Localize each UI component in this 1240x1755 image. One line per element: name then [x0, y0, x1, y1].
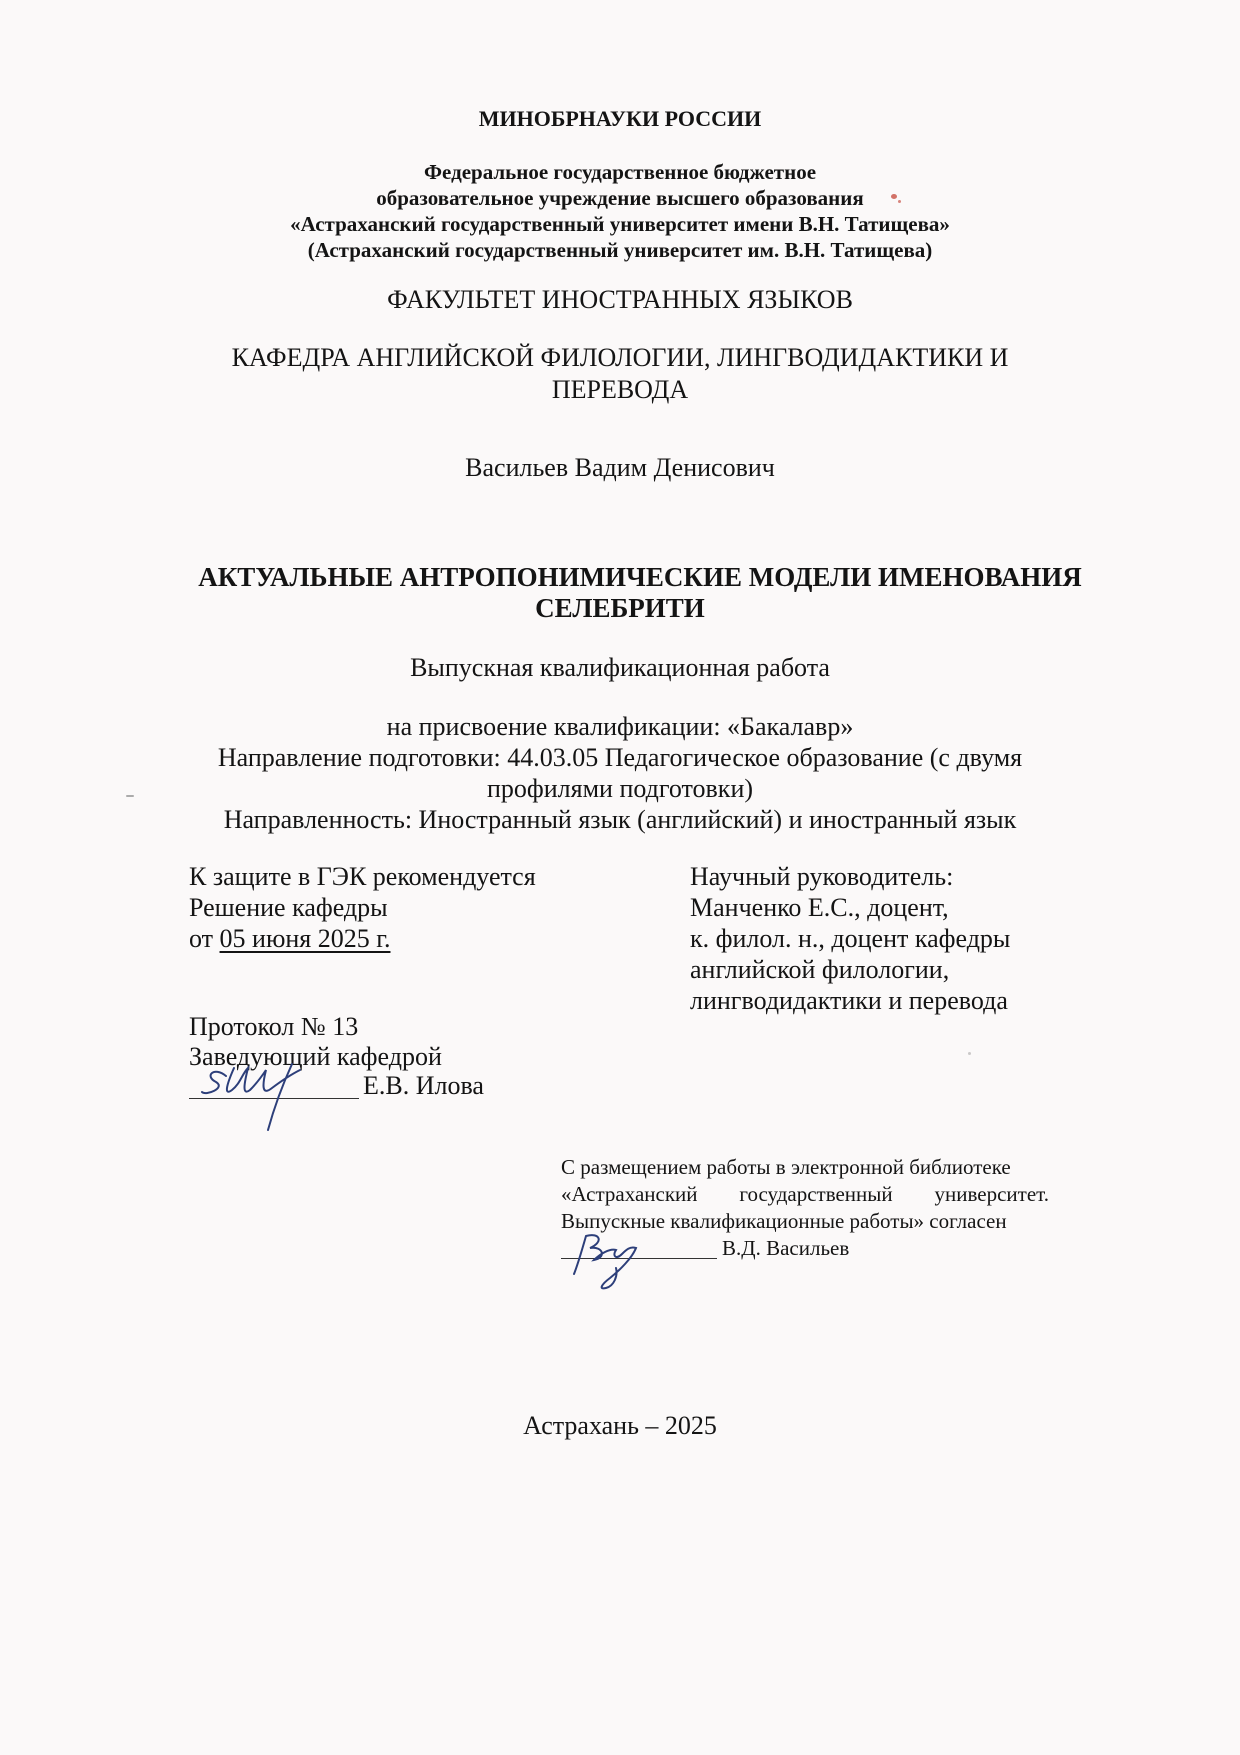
institution-line-2: образовательное учреждение высшего образования	[376, 186, 864, 210]
institution-line-1: Федеральное государственное бюджетное	[423, 160, 817, 184]
qualification-line-2: Направление подготовки: 44.03.05 Педагогическое образование (с двумя	[217, 743, 1023, 772]
author-name: Васильев Вадим Денисович	[465, 453, 775, 482]
date-prefix: от	[189, 924, 214, 953]
supervisor-line-4: английской филологии,	[690, 955, 950, 984]
student-name: В.Д. Васильев	[722, 1236, 850, 1260]
head-signature	[196, 1056, 336, 1136]
institution-line-3: «Астраханский государственный университет имени В.Н. Татищева»	[290, 212, 950, 236]
thesis-title-line-1: АКТУАЛЬНЫЕ АНТРОПОНИМИЧЕСКИЕ МОДЕЛИ ИМЕНОВАНИЯ	[198, 562, 1082, 592]
head-name: Е.В. Илова	[363, 1071, 484, 1100]
red-speck	[891, 194, 897, 199]
protocol-number: Протокол № 13	[189, 1012, 359, 1041]
work-type: Выпускная квалификационная работа	[410, 653, 830, 682]
ministry-name: МИНОБРНАУКИ РОССИИ	[478, 106, 762, 131]
consent-line-3: Выпускные квалификационные работы» согласен	[561, 1209, 1007, 1233]
faculty-name: ФАКУЛЬТЕТ ИНОСТРАННЫХ ЯЗЫКОВ	[387, 285, 853, 314]
supervisor-line-2: Манченко Е.С., доцент,	[690, 893, 949, 922]
decision-date: 05 июня 2025 г.	[219, 924, 391, 953]
consent-word-1: «Астраханский	[561, 1182, 698, 1206]
consent-word-2: государственный	[739, 1182, 893, 1206]
city-year: Астрахань – 2025	[523, 1411, 717, 1440]
supervisor-line-5: лингводидактики и перевода	[690, 986, 1008, 1015]
scan-dot	[968, 1052, 971, 1055]
decision-date-line	[189, 924, 390, 954]
student-signature	[560, 1228, 680, 1292]
qualification-line-3: профилями подготовки)	[486, 774, 754, 803]
department-line-1: КАФЕДРА АНГЛИЙСКОЙ ФИЛОЛОГИИ, ЛИНГВОДИДАКТИКИ И	[231, 343, 1009, 372]
head-label: Заведующий кафедрой	[189, 1042, 442, 1071]
department-line-2: ПЕРЕВОДА	[551, 375, 689, 404]
consent-word-3: университет.	[934, 1182, 1049, 1206]
decision-label: Решение кафедры	[189, 893, 388, 922]
qualification-line-4: Направленность: Иностранный язык (английский) и иностранный язык	[223, 805, 1017, 834]
supervisor-line-1: Научный руководитель:	[690, 862, 954, 891]
consent-line-2	[561, 1182, 1049, 1207]
institution-line-4: (Астраханский государственный университет им. В.Н. Татищева)	[307, 238, 933, 262]
qualification-line-1: на присвоение квалификации: «Бакалавр»	[386, 712, 854, 741]
thesis-title-line-2: СЕЛЕБРИТИ	[535, 593, 705, 623]
red-speck-small	[898, 200, 901, 203]
supervisor-line-3: к. филол. н., доцент кафедры	[690, 924, 1011, 953]
scan-mark	[126, 795, 134, 797]
recommendation-text: К защите в ГЭК рекомендуется	[189, 862, 536, 891]
consent-line-1: С размещением работы в электронной библиотеке	[561, 1155, 1011, 1179]
